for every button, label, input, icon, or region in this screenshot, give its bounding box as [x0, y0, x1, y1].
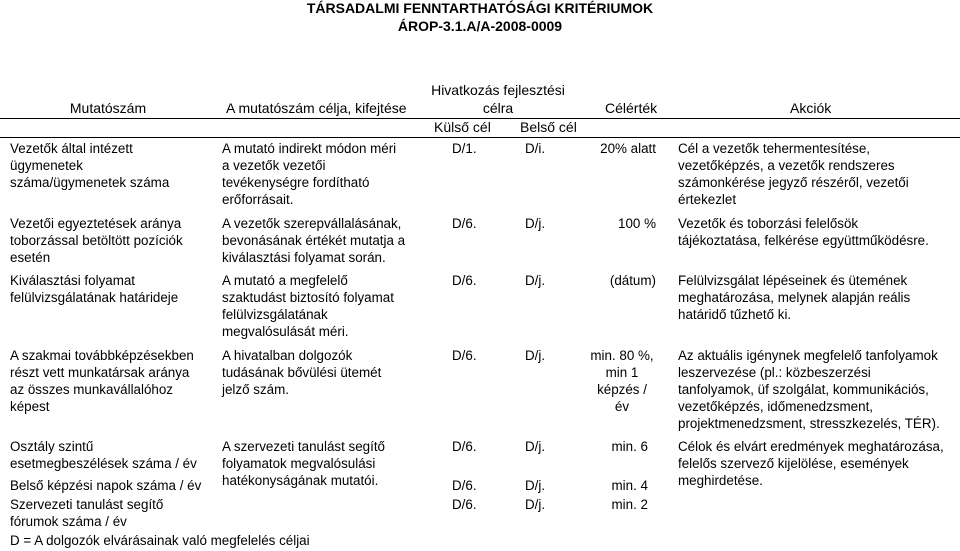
cell-cel: A mutató indirekt módon méri a vezetők vezetői tevékenységre fordítható erőforrásait.	[222, 141, 397, 207]
table-row	[10, 140, 169, 191]
cell-mutatoszam: A szakmai továbbképzésekben részt vett munkatársak aránya az összes munkavállalóhoz képest	[10, 348, 194, 414]
document-subtitle: ÁROP-3.1.A/A-2008-0009	[397, 18, 563, 34]
cell-akciok: Az aktuális igénynek megfelelő tanfolyamok leszervezése (pl.: közbeszerzési tanfolyamok, üf szolgálat, kommunikációs, vezetőképzés, időmenedzsment, projektmenedzsment, stresszkezelés, TÉR).	[678, 348, 940, 431]
cell-kulso-cel: D/6.	[452, 439, 477, 454]
cell-mutatoszam: Szervezeti tanulást segítő fórumok száma / év	[10, 497, 164, 529]
header-belso-cel: Belső cél	[520, 119, 577, 135]
cell-mutatoszam: Vezetők által intézett ügymenetek száma/ügymenetek száma	[10, 141, 170, 190]
cell-belso-cel: D/j.	[525, 439, 546, 454]
cell-celertek: 100 %	[618, 216, 656, 231]
header-cel: A mutatószám célja, kifejtése	[226, 100, 407, 116]
footnote: D = A dolgozók elvárásainak való megfelelés céljai	[10, 533, 310, 548]
cell-kulso-cel: D/6.	[452, 478, 477, 493]
document-title: TÁRSADALMI FENNTARTHATÓSÁGI KRITÉRIUMOK	[306, 0, 654, 16]
cell-akciok: Cél a vezetők tehermentesítése, vezetőképzés, a vezetők rendszeres számonkérése jegyző részéről, vezetői értekezlet	[678, 141, 909, 207]
cell-celertek: (dátum)	[609, 273, 656, 288]
cell-mutatoszam: Vezetői egyeztetések aránya toborzással betöltött pozíciók esetén	[10, 216, 183, 265]
cell-kulso-cel: D/6.	[452, 273, 477, 288]
cell-celertek: min. 2	[611, 497, 648, 512]
cell-mutatoszam: Belső képzési napok száma / év	[10, 478, 202, 493]
cell-mutatoszam: Kiválasztási folyamat felülvizsgálatának határideje	[10, 273, 179, 305]
cell-belso-cel: D/j.	[525, 348, 546, 363]
cell-celertek: min. 6	[611, 439, 648, 454]
cell-cel: A vezetők szerepvállalásának, bevonásának értékét mutatja a kiválasztási folyamat során.	[222, 216, 406, 265]
cell-akciok: Felülvizsgálat lépéseinek és ütemének meghatározása, melynek alapján reális határidő tűzhető ki.	[678, 273, 911, 322]
cell-cel: A hivatalban dolgozók tudásának bővülési ütemét jelző szám.	[222, 348, 382, 397]
header-divider	[0, 118, 960, 119]
cell-celertek: min. 4	[611, 478, 648, 493]
cell-belso-cel: D/i.	[525, 141, 546, 156]
cell-belso-cel: D/j.	[525, 478, 546, 493]
header-hivatkozas-line2: célra	[482, 100, 514, 116]
cell-belso-cel: D/j.	[525, 273, 546, 288]
header-celertek: Célérték	[605, 100, 658, 116]
cell-celertek: 20% alatt	[600, 141, 656, 156]
cell-kulso-cel: D/6.	[452, 348, 477, 363]
cell-akciok: Célok és elvárt eredmények meghatározása, felelős szervező kijelölése, események meghirdetése.	[678, 439, 944, 488]
cell-kulso-cel: D/1.	[452, 141, 477, 156]
header-mutatoszam: Mutatószám	[69, 100, 147, 116]
cell-cel: A mutató a megfelelő szaktudást biztosító folyamat felülvizsgálatának megvalósulását méri.	[222, 273, 394, 339]
header-bottom-rule	[0, 137, 960, 138]
cell-celertek: min. 80 %, min 1 képzés / év	[590, 348, 654, 414]
cell-kulso-cel: D/6.	[452, 497, 477, 512]
cell-mutatoszam: Osztály szintű esetmegbeszélések száma / év	[10, 439, 197, 471]
header-hivatkozas-line1: Hivatkozás fejlesztési	[431, 82, 565, 98]
cell-kulso-cel: D/6.	[452, 216, 477, 231]
header-kulso-cel: Külső cél	[434, 119, 491, 135]
cell-akciok: Vezetők és toborzási felelősök tájékoztatása, felkérése együttműködésre.	[678, 216, 929, 248]
cell-belso-cel: D/j.	[525, 497, 546, 512]
header-akciok: Akciók	[790, 100, 832, 116]
cell-belso-cel: D/j.	[525, 216, 546, 231]
cell-cel: A szervezeti tanulást segítő folyamatok megvalósulási hatékonyságának mutatói.	[222, 439, 386, 488]
